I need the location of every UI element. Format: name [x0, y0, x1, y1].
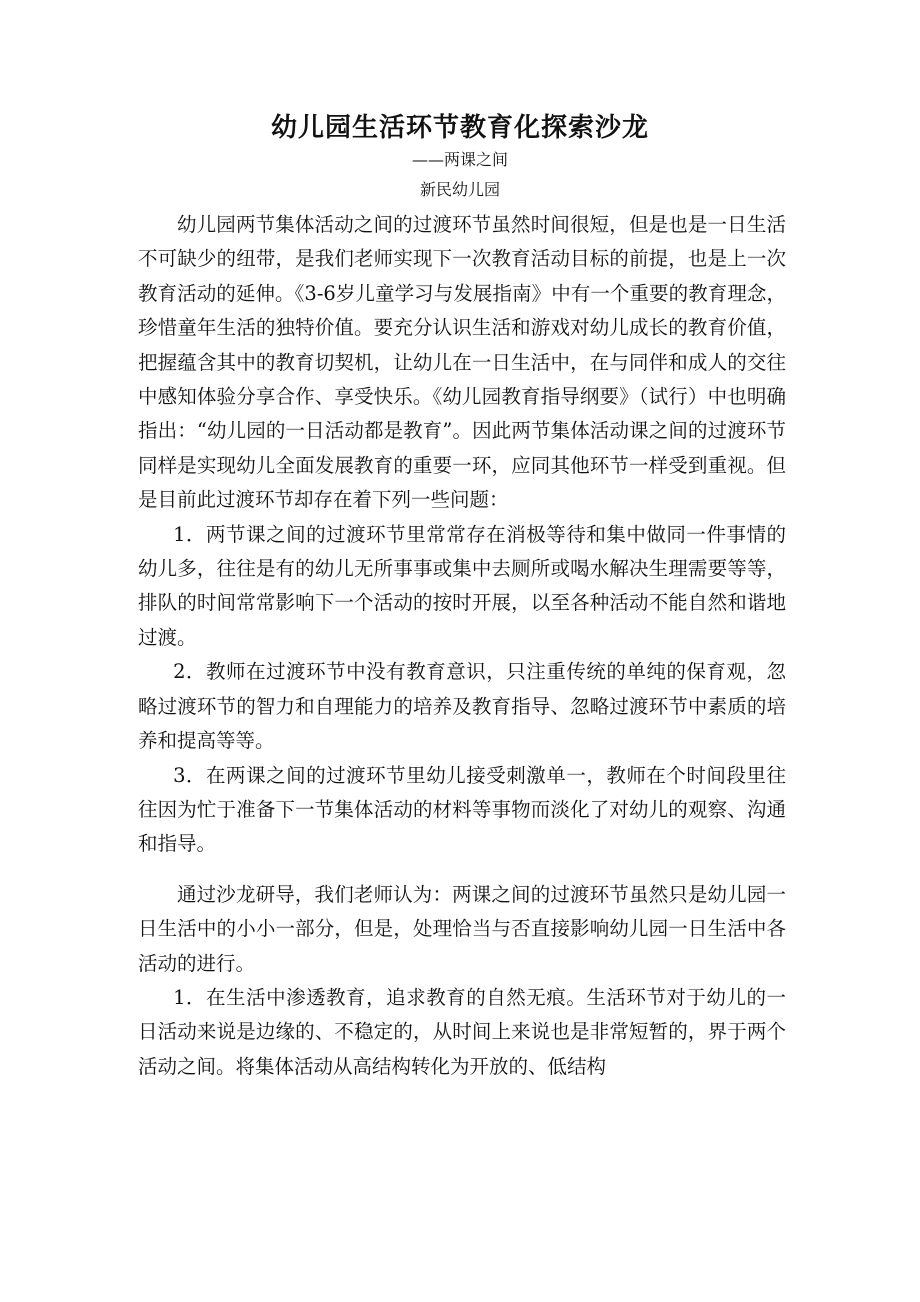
problem-item-3: 3．在两课之间的过渡环节里幼儿接受刺激单一，教师在个时间段里往往因为忙于准备下一节集体活动的材料等事物而淡化了对幼儿的观察、沟通和指导。 [138, 763, 786, 856]
document-author: 新民幼儿园 [419, 180, 500, 199]
problem-item-1: 1．两节课之间的过渡环节里常常存在消极等待和集中做同一件事情的幼儿多，往往是有的幼儿无所事事或集中去厕所或喝水解决生理需要等等，排队的时间常常影响下一个活动的按时开展，以至各种活动不能自然和谐地过渡。 [138, 522, 786, 649]
strategy-item-1: 1．在生活中渗透教育，追求教育的自然无痕。生活环节对于幼儿的一日活动来说是边缘的、不稳定的，从时间上来说也是非常短暂的，界于两个活动之间。将集体活动从高结构转化为开放的、低结构 [138, 985, 786, 1078]
document-subtitle: ——两课之间 [411, 150, 508, 169]
document-title: 幼儿园生活环节教育化探索沙龙 [270, 113, 649, 143]
conclusion-paragraph: 通过沙龙研导，我们老师认为：两课之间的过渡环节虽然只是幼儿园一日生活中的小小一部分，但是，处理恰当与否直接影响幼儿园一日生活中各活动的进行。 [138, 882, 786, 975]
document-body [138, 208, 786, 1084]
problem-item-2: 2．教师在过渡环节中没有教育意识，只注重传统的单纯的保育观，忽略过渡环节的智力和自理能力的培养及教育指导、忽略过渡环节中素质的培养和提高等等。 [138, 660, 786, 753]
intro-paragraph: 幼儿园两节集体活动之间的过渡环节虽然时间很短，但是也是一日生活不可缺少的纽带，是我们老师实现下一次教育活动目标的前提，也是上一次教育活动的延伸。《3-6岁儿童学习与发展指南》中有一个重要的教育理念，珍惜童年生活的独特价值。要充分认识生活和游戏对幼儿成长的教育价值，把握蕴含其中的教育切契机，让幼儿在一日生活中，在与同伴和成人的交往中感知体验分享合作、享受快乐。《幼儿园教育指导纲要》（试行）中也明确指出：“幼儿园的一日活动都是教育”。因此两节集体活动课之间的过渡环节同样是实现幼儿全面发展教育的重要一环，应同其他环节一样受到重视。但是目前此过渡环节却存在着下列一些问题： [138, 213, 786, 512]
